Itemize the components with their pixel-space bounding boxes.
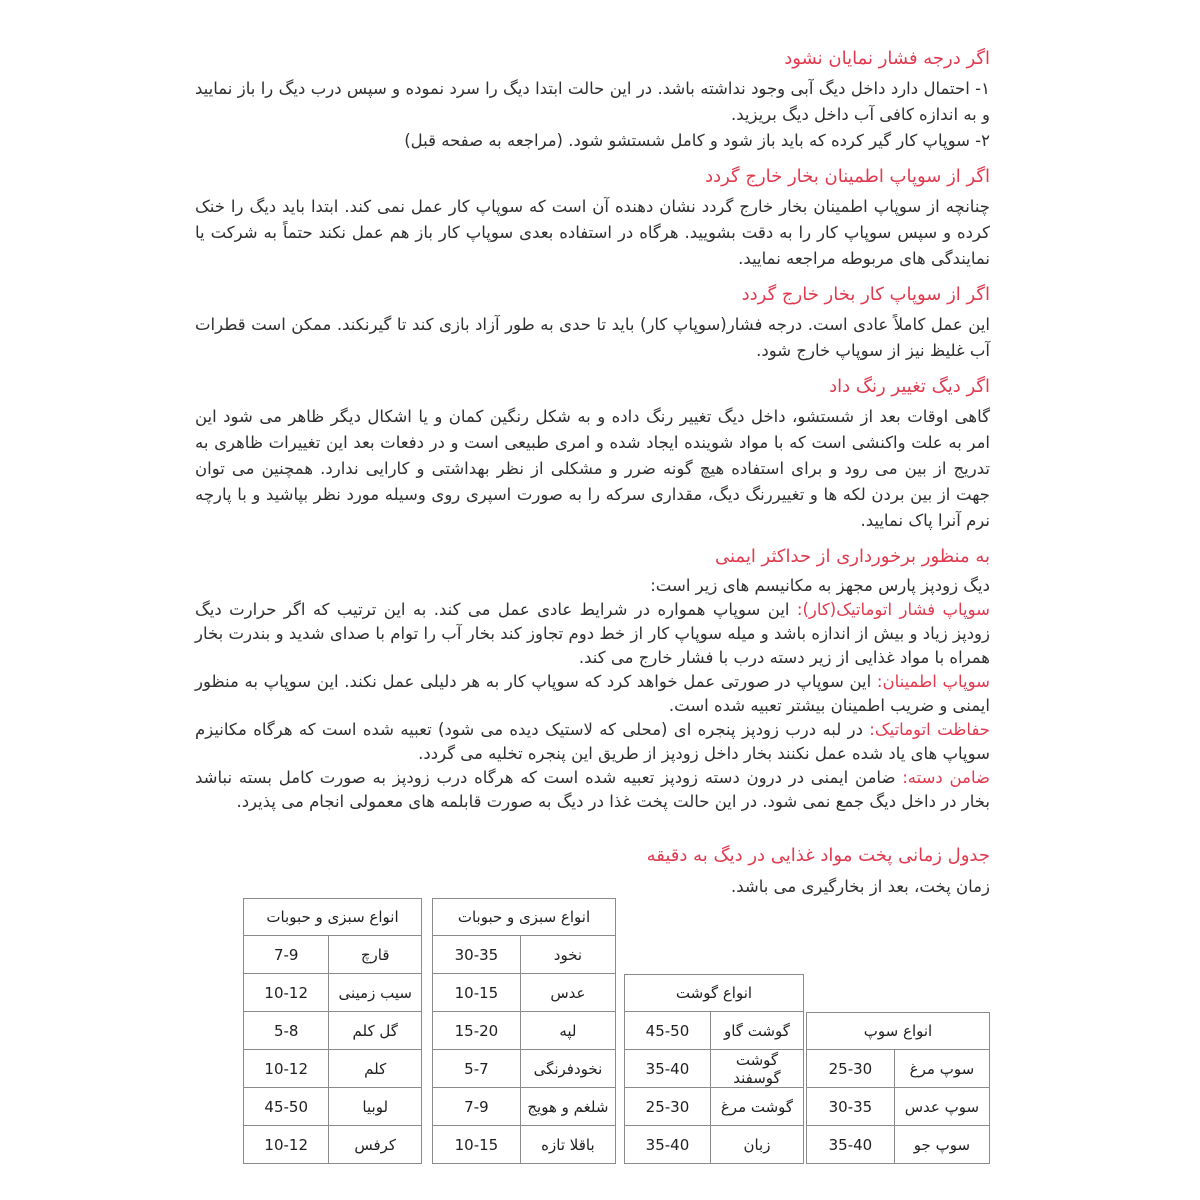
mechanism-text: ضامن ایمنی در درون دسته زودپز تعبیه شده است که هرگاه درب زودپز به صورت کامل بسته نباشد بخار در داخل دیگ جمع نمی شود. در این حالت پخت غذا در دیگ به صورت قابلمه های معمولی انجام می پذیرد. [195, 768, 990, 811]
section-heading: اگر از سوپاپ اطمینان بخار خارج گردد [705, 166, 990, 187]
cooking-table-row [433, 936, 616, 974]
cooking-table-vegetables-2 [432, 898, 616, 1164]
food-name-cell: لپه [520, 1012, 615, 1050]
cooking-table-header: انواع سبزی و حبوبات [433, 899, 616, 936]
section-paragraph: گاهی اوقات بعد از شستشو، داخل دیگ تغییر رنگ داده و به شکل رنگین کمان و یا اشکال دیگر ظاهر می شود این امر به علت واکنشی است که با مواد شوینده ایجاد شده و امری طبیعی است و در دفعات بعد این تغییرات ظاهری به تدریج از بین می رود و برای استفاده هیچ گونه ضرر و مشکلی از نظر بهداشتی و کارایی ندارد. همچنین می توان جهت از بین بردن لکه ها و تغییررنگ دیگ، مقداری سرکه را به صورت اسپری روی وسیله مورد نظر بپاشید و با پارچه نرم آنرا پاک نمایید. [195, 407, 990, 530]
cook-time-cell: 30-35 [807, 1088, 895, 1126]
food-name-cell: سوپ مرغ [894, 1050, 989, 1088]
cooking-table-header-row [625, 975, 804, 1012]
food-name-cell: کلم [329, 1050, 422, 1088]
food-name-cell: گل کلم [329, 1012, 422, 1050]
cook-time-cell: 25-30 [807, 1050, 895, 1088]
cook-time-cell: 7-9 [244, 936, 329, 974]
food-name-cell: شلغم و هویج [520, 1088, 615, 1126]
cooking-table-meat [624, 974, 804, 1164]
cook-time-cell: 25-30 [625, 1088, 711, 1126]
section-pressure-gauge-not-visible [195, 46, 990, 154]
cook-time-cell: 15-20 [433, 1012, 521, 1050]
safety-intro: دیگ زودپز پارس مجهز به مکانیسم های زیر است: [650, 576, 990, 595]
cook-time-cell: 45-50 [244, 1088, 329, 1126]
section-paragraph: این عمل کاملاً عادی است. درجه فشار(سوپاپ کار) باید تا حدی به طور آزاد بازی کند تا گیرنکند. ممکن است قطرات آب غلیظ نیز از سوپاپ خارج شود. [195, 315, 990, 360]
cooking-table-header: انواع گوشت [625, 975, 804, 1012]
section-maximum-safety [195, 544, 990, 814]
cooking-table-note: زمان پخت، بعد از بخارگیری می باشد. [731, 877, 990, 896]
section-paragraph: ۱- احتمال دارد داخل دیگ آبی وجود نداشته باشد. در این حالت ابتدا دیگ را سرد نموده و سپس درب دیگ را باز نمایید و به اندازه کافی آب داخل دیگ بریزید. [195, 79, 990, 124]
food-name-cell: عدس [520, 974, 615, 1012]
cooking-table-header: انواع سبزی و حبوبات [244, 899, 422, 936]
section-working-valve-steam [195, 282, 990, 364]
cooking-table-veg-1 [243, 898, 422, 1164]
mechanism-text: این سوپاپ در صورتی عمل خواهد کرد که سوپاپ کار به هر دلیلی عمل نکند. این سوپاپ به منظور ایمنی و ضریب اطمینان بیشتر تعبیه شده است. [195, 672, 990, 715]
mechanism-safety-valve [195, 670, 990, 718]
cooking-table-soup [806, 1012, 990, 1164]
cooking-table-row [625, 1126, 804, 1164]
food-name-cell: گوشت گاو [710, 1012, 803, 1050]
cooking-table-row [807, 1088, 990, 1126]
cooking-table-header-row [807, 1013, 990, 1050]
cook-time-cell: 30-35 [433, 936, 521, 974]
cooking-table-row [244, 1088, 422, 1126]
cook-time-cell: 10-12 [244, 1050, 329, 1088]
mechanism-automatic-protection [195, 718, 990, 766]
food-name-cell: نخود [520, 936, 615, 974]
cooking-table-heading: جدول زمانی پخت مواد غذایی در دیگ به دقیقه [646, 845, 990, 866]
cook-time-cell: 35-40 [625, 1126, 711, 1164]
cooking-table-header: انواع سوپ [807, 1013, 990, 1050]
food-name-cell: گوشت گوسفند [710, 1050, 803, 1088]
mechanism-handle-latch [195, 766, 990, 814]
food-name-cell: باقلا تازه [520, 1126, 615, 1164]
cooking-table-header-row [433, 899, 616, 936]
mechanism-label: ضامن دسته: [902, 768, 990, 787]
section-pot-discoloration [195, 374, 990, 534]
section-heading: اگر درجه فشار نمایان نشود [784, 48, 990, 69]
cook-time-cell: 10-12 [244, 974, 329, 1012]
cooking-table-row [433, 1088, 616, 1126]
cooking-table-row [433, 1126, 616, 1164]
mechanism-label: سوپاپ فشار اتوماتیک(کار): [796, 600, 990, 619]
cooking-table-row [625, 1050, 804, 1088]
cook-time-cell: 7-9 [433, 1088, 521, 1126]
food-name-cell: قارچ [329, 936, 422, 974]
food-name-cell: لوبیا [329, 1088, 422, 1126]
food-name-cell: سوپ جو [894, 1126, 989, 1164]
mechanism-text: این سوپاپ همواره در شرایط عادی عمل می کند. به این ترتیب که اگر حرارت دیگ زودپز زیاد و بیش از اندازه باشد و میله سوپاپ کار از خط دوم تجاوز کند بخار آب را توام با صدای شدید و بندرت بخار همراه با مواد غذایی از زیر دسته درب با فشار خارج می کند. [195, 600, 990, 667]
cooking-table-row [625, 1012, 804, 1050]
cooking-table-row [807, 1126, 990, 1164]
cooking-table-row [433, 1012, 616, 1050]
section-safety-valve-steam [195, 164, 990, 272]
cooking-table-row [244, 974, 422, 1012]
cooking-table-vegetables-1 [243, 898, 422, 1164]
food-name-cell: سیب زمینی [329, 974, 422, 1012]
cook-time-cell: 10-15 [433, 1126, 521, 1164]
cook-time-cell: 5-7 [433, 1050, 521, 1088]
cook-time-cell: 45-50 [625, 1012, 711, 1050]
food-name-cell: زبان [710, 1126, 803, 1164]
cooking-table-meat [624, 974, 804, 1164]
section-heading: اگر دیگ تغییر رنگ داد [829, 376, 990, 397]
cook-time-cell: 5-8 [244, 1012, 329, 1050]
cook-time-cell: 10-12 [244, 1126, 329, 1164]
section-paragraph: ۲- سوپاپ کار گیر کرده که باید باز شود و کامل شستشو شود. (مراجعه به صفحه قبل) [404, 131, 990, 150]
food-name-cell: نخودفرنگی [520, 1050, 615, 1088]
cooking-table-row [625, 1088, 804, 1126]
cooking-table-row [244, 936, 422, 974]
food-name-cell: گوشت مرغ [710, 1088, 803, 1126]
manual-text-column [195, 46, 990, 814]
cook-time-cell: 35-40 [807, 1126, 895, 1164]
cook-time-cell: 35-40 [625, 1050, 711, 1088]
cooking-table-row [244, 1126, 422, 1164]
food-name-cell: سوپ عدس [894, 1088, 989, 1126]
mechanism-label: سوپاپ اطمینان: [876, 672, 990, 691]
section-heading: اگر از سوپاپ کار بخار خارج گردد [741, 284, 990, 305]
section-paragraph: چنانچه از سوپاپ اطمینان بخار خارج گردد نشان دهنده آن است که سوپاپ کار عمل نمی کند. ابتدا باید دیگ را خنک کرده و سپس سوپاپ کار را به دقت بشویید. هرگاه در استفاده بعدی سوپاپ کار باز هم عمل نکند حتماً به شرکت یا نمایندگی های مربوطه مراجعه نمایید. [195, 197, 990, 268]
mechanism-text: در لبه درب زودپز پنجره ای (محلی که لاستیک دیده می شود) تعبیه شده است که هرگاه مکانیزم سوپاپ های یاد شده عمل نکنند بخار داخل زودپز از طریق این پنجره تخلیه می گردد. [195, 720, 990, 763]
section-heading: به منظور برخورداری از حداکثر ایمنی [714, 546, 990, 567]
mechanism-label: حفاظت اتوماتیک: [869, 720, 990, 739]
food-name-cell: کرفس [329, 1126, 422, 1164]
cooking-table-row [433, 974, 616, 1012]
cooking-table-row [433, 1050, 616, 1088]
cooking-table-header-row [244, 899, 422, 936]
cooking-table-row [807, 1050, 990, 1088]
cooking-table-row [244, 1012, 422, 1050]
cooking-table-veg-2 [432, 898, 616, 1164]
mechanism-automatic-pressure-valve [195, 598, 990, 670]
cooking-table-soup [806, 1012, 990, 1164]
cook-time-cell: 10-15 [433, 974, 521, 1012]
cooking-table-row [244, 1050, 422, 1088]
